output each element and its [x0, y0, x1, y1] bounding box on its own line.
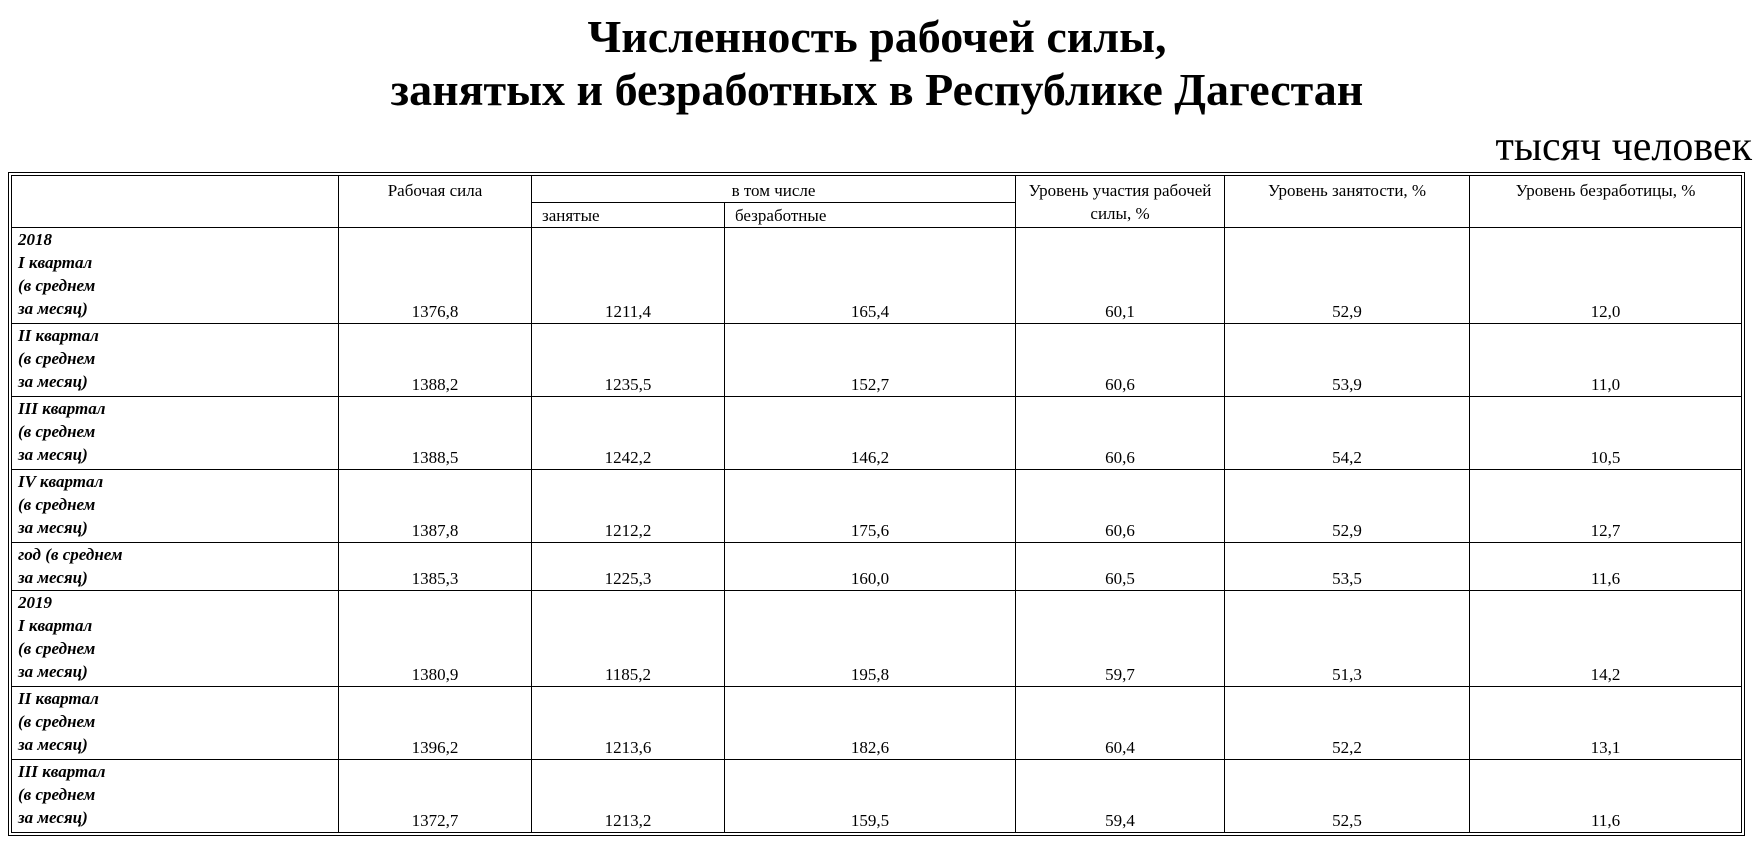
- cell-unemployment-rate: 13,1: [1470, 687, 1742, 760]
- row-label-line: (в среднем: [18, 712, 96, 731]
- cell-labor-force: 1385,3: [339, 543, 532, 591]
- row-label-line: за месяц): [18, 518, 88, 537]
- row-label: [12, 324, 339, 397]
- row-label-line: I квартал: [18, 253, 93, 272]
- cell-employment-rate: 52,2: [1225, 687, 1470, 760]
- row-label-line: год (в среднем: [18, 545, 123, 564]
- header-employed: занятые: [532, 203, 725, 228]
- row-label-line: за месяц): [18, 372, 88, 391]
- header-employment-rate: Уровень занятости, %: [1225, 176, 1470, 228]
- cell-unemployed: 160,0: [725, 543, 1016, 591]
- cell-participation-rate: 60,1: [1016, 228, 1225, 324]
- cell-labor-force: 1396,2: [339, 687, 532, 760]
- cell-unemployed: 165,4: [725, 228, 1016, 324]
- row-label: [12, 228, 339, 324]
- row-label: [12, 591, 339, 687]
- row-label: [12, 760, 339, 833]
- cell-labor-force: 1372,7: [339, 760, 532, 833]
- row-label-line: (в среднем: [18, 639, 96, 658]
- cell-employed: 1225,3: [532, 543, 725, 591]
- cell-employment-rate: 53,5: [1225, 543, 1470, 591]
- header-corner: [12, 176, 339, 228]
- cell-unemployment-rate: 12,7: [1470, 470, 1742, 543]
- cell-unemployment-rate: 11,6: [1470, 543, 1742, 591]
- table-row: [12, 591, 1742, 687]
- table-row: [12, 687, 1742, 760]
- cell-unemployed: 159,5: [725, 760, 1016, 833]
- cell-labor-force: 1380,9: [339, 591, 532, 687]
- cell-employment-rate: 52,9: [1225, 470, 1470, 543]
- row-label-line: I квартал: [18, 616, 93, 635]
- cell-employment-rate: 54,2: [1225, 397, 1470, 470]
- row-label-line: IV квартал: [18, 472, 104, 491]
- row-label-line: (в среднем: [18, 349, 96, 368]
- header-including: в том числе: [532, 176, 1016, 203]
- cell-participation-rate: 59,7: [1016, 591, 1225, 687]
- unit-label: тысяч человек: [1495, 124, 1752, 170]
- cell-participation-rate: 60,6: [1016, 324, 1225, 397]
- cell-employed: 1185,2: [532, 591, 725, 687]
- cell-unemployment-rate: 14,2: [1470, 591, 1742, 687]
- cell-labor-force: 1387,8: [339, 470, 532, 543]
- cell-employed: 1211,4: [532, 228, 725, 324]
- cell-unemployment-rate: 11,6: [1470, 760, 1742, 833]
- cell-labor-force: 1376,8: [339, 228, 532, 324]
- row-label-line: III квартал: [18, 762, 106, 781]
- cell-employed: 1235,5: [532, 324, 725, 397]
- table-row: [12, 228, 1742, 324]
- row-label-line: (в среднем: [18, 785, 96, 804]
- table-row: [12, 543, 1742, 591]
- cell-labor-force: 1388,2: [339, 324, 532, 397]
- page-title-line-1: Численность рабочей силы,: [587, 11, 1167, 62]
- cell-employed: 1242,2: [532, 397, 725, 470]
- cell-employed: 1213,2: [532, 760, 725, 833]
- cell-unemployed: 152,7: [725, 324, 1016, 397]
- page-title-line-2: занятых и безработных в Республике Дагестан: [390, 64, 1364, 115]
- row-label-line: III квартал: [18, 399, 106, 418]
- row-label-line: (в среднем: [18, 495, 96, 514]
- cell-unemployed: 175,6: [725, 470, 1016, 543]
- row-label-line: за месяц): [18, 735, 88, 754]
- cell-unemployed: 182,6: [725, 687, 1016, 760]
- cell-participation-rate: 60,6: [1016, 470, 1225, 543]
- cell-labor-force: 1388,5: [339, 397, 532, 470]
- row-label-line: (в среднем: [18, 422, 96, 441]
- cell-employed: 1213,6: [532, 687, 725, 760]
- cell-employment-rate: 52,9: [1225, 228, 1470, 324]
- cell-employment-rate: 51,3: [1225, 591, 1470, 687]
- row-label: [12, 397, 339, 470]
- cell-unemployment-rate: 12,0: [1470, 228, 1742, 324]
- cell-participation-rate: 60,5: [1016, 543, 1225, 591]
- table-row: [12, 470, 1742, 543]
- header-participation-rate: Уровень участия рабочей силы, %: [1016, 176, 1225, 228]
- row-label-line: 2018: [18, 230, 52, 249]
- cell-unemployment-rate: 10,5: [1470, 397, 1742, 470]
- cell-participation-rate: 60,6: [1016, 397, 1225, 470]
- table-row: [12, 760, 1742, 833]
- header-labor-force: Рабочая сила: [339, 176, 532, 228]
- table-row: [12, 324, 1742, 397]
- cell-employed: 1212,2: [532, 470, 725, 543]
- row-label-line: за месяц): [18, 808, 88, 827]
- table-frame: [8, 172, 1745, 836]
- cell-unemployed: 195,8: [725, 591, 1016, 687]
- row-label-line: II квартал: [18, 326, 99, 345]
- cell-participation-rate: 59,4: [1016, 760, 1225, 833]
- row-label: [12, 470, 339, 543]
- row-label-line: за месяц): [18, 445, 88, 464]
- cell-unemployment-rate: 11,0: [1470, 324, 1742, 397]
- labor-force-table: [11, 175, 1742, 833]
- row-label-line: II квартал: [18, 689, 99, 708]
- header-unemployment-rate: Уровень безработицы, %: [1470, 176, 1742, 228]
- cell-employment-rate: 52,5: [1225, 760, 1470, 833]
- row-label: [12, 687, 339, 760]
- header-unemployed: безработные: [725, 203, 1016, 228]
- row-label-line: за месяц): [18, 299, 88, 318]
- row-label-line: за месяц): [18, 662, 88, 681]
- cell-unemployed: 146,2: [725, 397, 1016, 470]
- cell-participation-rate: 60,4: [1016, 687, 1225, 760]
- table-row: [12, 397, 1742, 470]
- row-label-line: за месяц): [18, 568, 88, 587]
- row-label-line: 2019: [18, 593, 52, 612]
- row-label: [12, 543, 339, 591]
- cell-employment-rate: 53,9: [1225, 324, 1470, 397]
- row-label-line: (в среднем: [18, 276, 96, 295]
